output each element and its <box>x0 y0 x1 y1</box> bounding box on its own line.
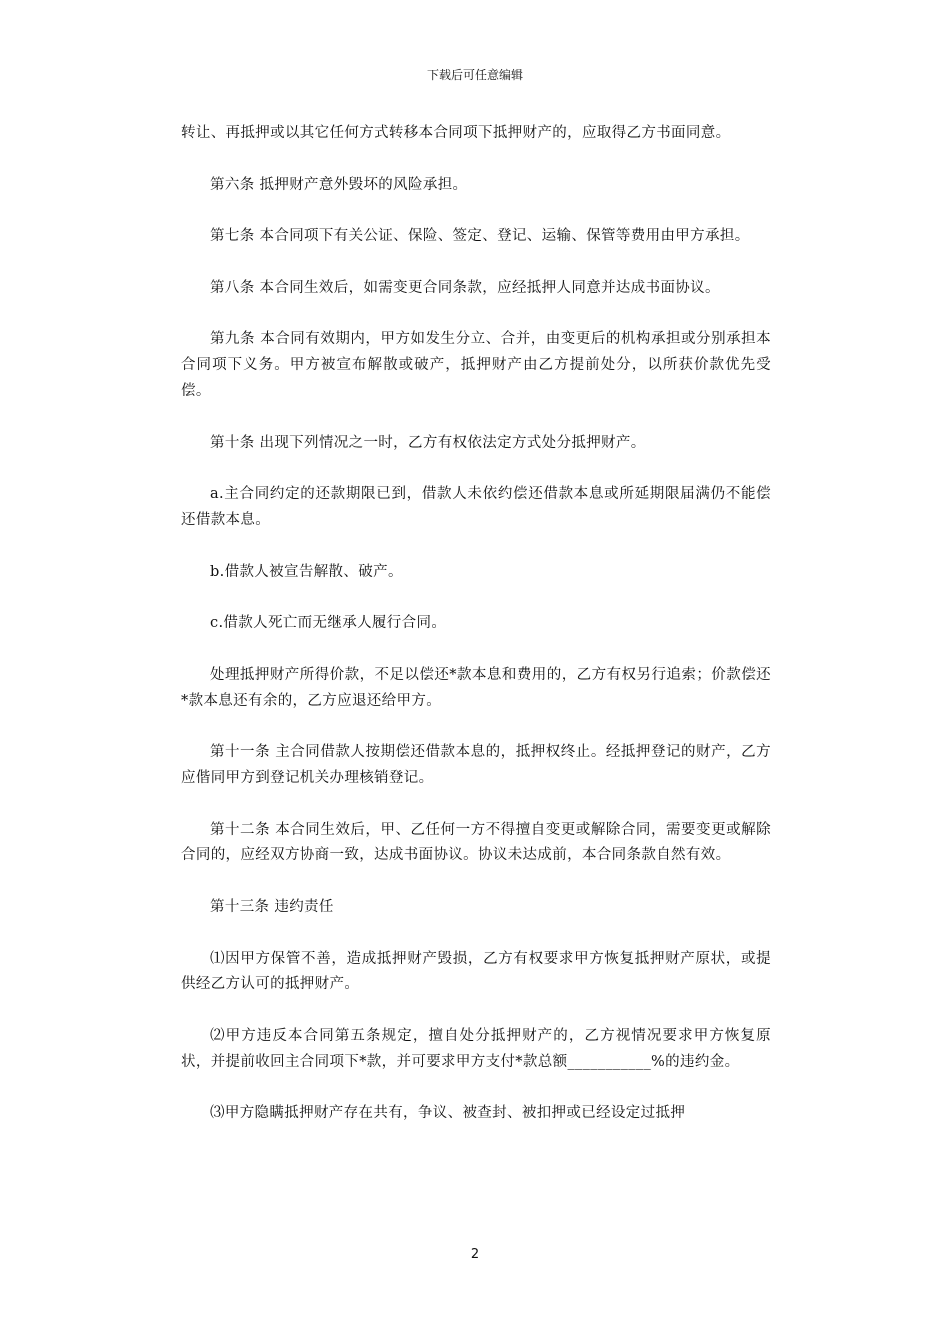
article-11: 第十一条 主合同借款人按期偿还借款本息的，抵押权终止。经抵押登记的财产，乙方应偕同甲方到登记机关办理核销登记。 <box>181 744 771 786</box>
page-header: 下载后可任意编辑 <box>426 68 523 82</box>
proceeds-paragraph: 处理抵押财产所得价款，不足以偿还*款本息和费用的，乙方有权另行追索；价款偿还*款本息还有余的，乙方应退还给甲方。 <box>181 666 771 709</box>
article-10: 第十条 出现下列情况之一时，乙方有权依法定方式处分抵押财产。 <box>210 434 646 451</box>
article-6: 第六条 抵押财产意外毁坏的风险承担。 <box>210 176 468 193</box>
article-8: 第八条 本合同生效后，如需变更合同条款，应经抵押人同意并达成书面协议。 <box>210 279 720 296</box>
article-10-item-b: b.借款人被宣告解散、破产。 <box>210 563 403 580</box>
article-10-item-c: c.借款人死亡而无继承人履行合同。 <box>210 615 447 632</box>
article-13: 第十三条 违约责任 <box>210 898 334 915</box>
article-13-item-1: ⑴因甲方保管不善，造成抵押财产毁损，乙方有权要求甲方恢复抵押财产原状，或提供经乙方认可的抵押财产。 <box>181 950 771 993</box>
article-9: 第九条 本合同有效期内，甲方如发生分立、合并，由变更后的机构承担或分别承担本合同项下义务。甲方被宣布解散或破产，抵押财产由乙方提前处分，以所获价款优先受偿。 <box>181 331 771 399</box>
paragraph-continuation: 转让、再抵押或以其它任何方式转移本合同项下抵押财产的，应取得乙方书面同意。 <box>181 125 731 141</box>
article-12: 第十二条 本合同生效后，甲、乙任何一方不得擅自变更或解除合同，需要变更或解除合同的，应经双方协商一致，达成书面协议。协议未达成前，本合同条款自然有效。 <box>181 821 771 864</box>
document-body <box>181 121 771 1153</box>
article-10-item-a: a.主合同约定的还款期限已到，借款人未依约偿还借款本息或所延期限届满仍不能偿还借款本息。 <box>181 486 771 528</box>
page-number: 2 <box>470 1247 480 1262</box>
article-7: 第七条 本合同项下有关公证、保险、签定、登记、运输、保管等费用由甲方承担。 <box>210 228 750 245</box>
article-13-item-3: ⑶甲方隐瞒抵押财产存在共有，争议、被查封、被扣押或已经设定过抵押 <box>210 1105 686 1122</box>
article-13-item-2: ⑵甲方违反本合同第五条规定，擅自处分抵押财产的，乙方视情况要求甲方恢复原状，并提前收回主合同项下*款，并可要求甲方支付*款总额___________%的违约金。 <box>181 1027 771 1070</box>
